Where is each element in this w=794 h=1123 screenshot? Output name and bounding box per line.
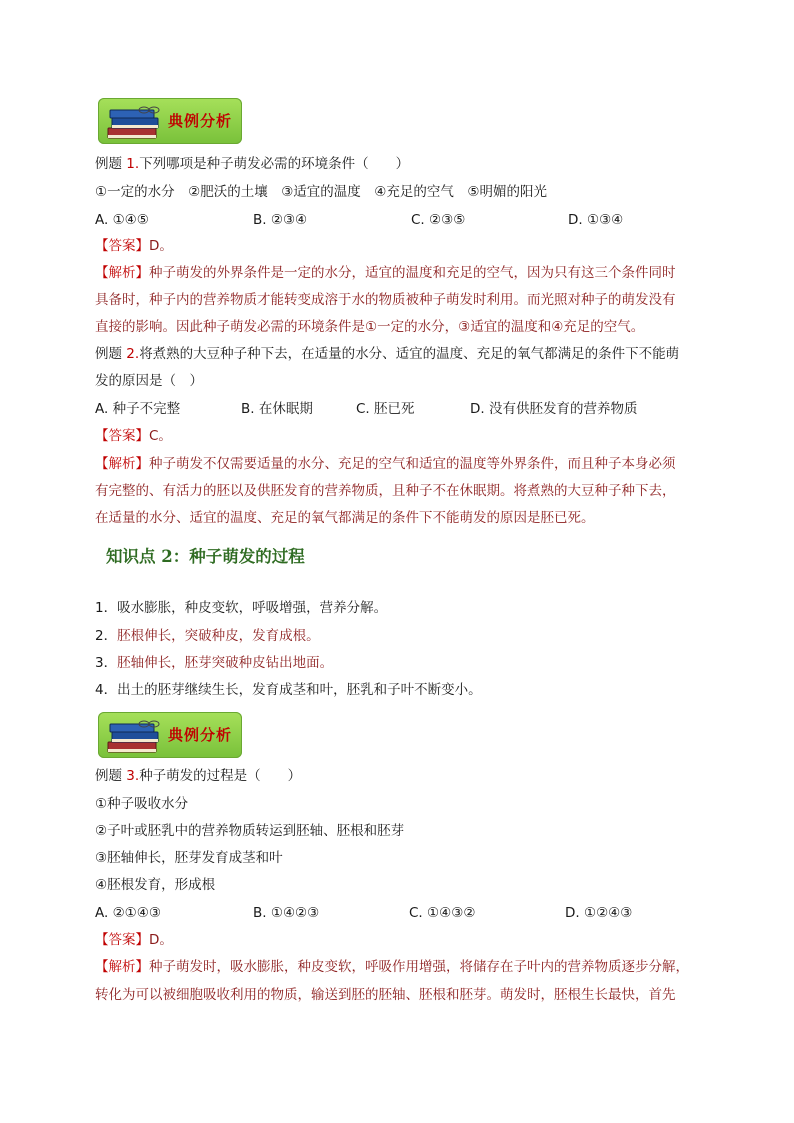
ex1-option-b: B. ②③④ bbox=[253, 212, 308, 228]
ex3-option-b: B. ①④②③ bbox=[253, 905, 320, 921]
ex2-option-d: D. 没有供胚发育的营养物质 bbox=[470, 401, 638, 417]
ex1-option-a: A. ①④⑤ bbox=[95, 212, 149, 228]
ex3-item-1: ①种子吸收水分 bbox=[95, 796, 189, 812]
example-analysis-badge bbox=[98, 98, 242, 144]
ex2-option-c: C. 胚已死 bbox=[356, 401, 415, 417]
step-1: 1．吸水膨胀，种皮变软，呼吸增强，营养分解。 bbox=[95, 600, 388, 616]
ex3-item-2: ②子叶或胚乳中的营养物质转运到胚轴、胚根和胚芽 bbox=[95, 823, 405, 839]
ex3-item-4: ④胚根发育，形成根 bbox=[95, 877, 216, 893]
ex3-option-d: D. ①②④③ bbox=[565, 905, 633, 921]
example-analysis-badge-2 bbox=[98, 712, 242, 758]
ex1-option-d: D. ①③④ bbox=[568, 212, 624, 228]
ex2-option-b: B. 在休眠期 bbox=[241, 401, 313, 417]
step-4: 4．出土的胚芽继续生长，发育成茎和叶，胚乳和子叶不断变小。 bbox=[95, 682, 482, 698]
ex3-analysis-line-2: 转化为可以被细胞吸收利用的物质，输送到胚的胚轴、胚根和胚芽。萌发时，胚根生长最快，首先 bbox=[95, 987, 676, 1003]
ex1-analysis-line-3: 直接的影响。因此种子萌发必需的环境条件是①一定的水分，③适宜的温度和④充足的空气。 bbox=[95, 319, 645, 335]
ex1-option-c: C. ②③⑤ bbox=[411, 212, 466, 228]
ex1-items: ①一定的水分 ②肥沃的土壤 ③适宜的温度 ④充足的空气 ⑤明媚的阳光 bbox=[95, 184, 548, 200]
ex1-analysis-line-1: 【解析】种子萌发的外界条件是一定的水分，适宜的温度和充足的空气，因为只有这三个条件同时 bbox=[95, 265, 676, 281]
badge-label: 典例分析 bbox=[168, 112, 233, 130]
step-3: 3．胚轴伸长，胚芽突破种皮钻出地面。 bbox=[95, 655, 334, 671]
books-icon bbox=[104, 104, 164, 142]
ex3-item-3: ③胚轴伸长，胚芽发育成茎和叶 bbox=[95, 850, 283, 866]
ex2-analysis-line-1: 【解析】种子萌发不仅需要适量的水分、充足的空气和适宜的温度等外界条件，而且种子本身必须 bbox=[95, 456, 676, 472]
ex2-analysis-line-2: 有完整的、有活力的胚以及供胚发育的营养物质，且种子不在休眠期。将煮熟的大豆种子种下去， bbox=[95, 483, 676, 499]
ex3-analysis-line-1: 【解析】种子萌发时，吸水膨胀，种皮变软，呼吸作用增强，将储存在子叶内的营养物质逐步分解， bbox=[95, 959, 689, 975]
ex2-analysis-line-3: 在适量的水分、适宜的温度、充足的氧气都满足的条件下不能萌发的原因是胚已死。 bbox=[95, 510, 595, 526]
ex2-question-line-1: 例题 2.将煮熟的大豆种子种下去，在适量的水分、适宜的温度、充足的氧气都满足的条件下不能萌 bbox=[95, 346, 680, 362]
section-title: 知识点 2：种子萌发的过程 bbox=[106, 547, 305, 566]
ex3-option-a: A. ②①④③ bbox=[95, 905, 161, 921]
ex2-answer: 【答案】C。 bbox=[95, 428, 172, 444]
badge-label: 典例分析 bbox=[168, 726, 233, 744]
ex1-answer: 【答案】D。 bbox=[95, 238, 173, 254]
ex3-question: 例题 3.种子萌发的过程是（ ） bbox=[95, 768, 302, 784]
ex2-option-a: A. 种子不完整 bbox=[95, 401, 181, 417]
ex2-question-line-2: 发的原因是（ ） bbox=[95, 373, 203, 389]
ex3-answer: 【答案】D。 bbox=[95, 932, 173, 948]
ex1-question: 例题 1.下列哪项是种子萌发必需的环境条件（ ） bbox=[95, 156, 410, 172]
ex3-option-c: C. ①④③② bbox=[409, 905, 476, 921]
books-icon bbox=[104, 718, 164, 756]
ex1-analysis-line-2: 具备时，种子内的营养物质才能转变成溶于水的物质被种子萌发时利用。而光照对种子的萌发没有 bbox=[95, 292, 676, 308]
step-2: 2．胚根伸长，突破种皮，发育成根。 bbox=[95, 628, 320, 644]
